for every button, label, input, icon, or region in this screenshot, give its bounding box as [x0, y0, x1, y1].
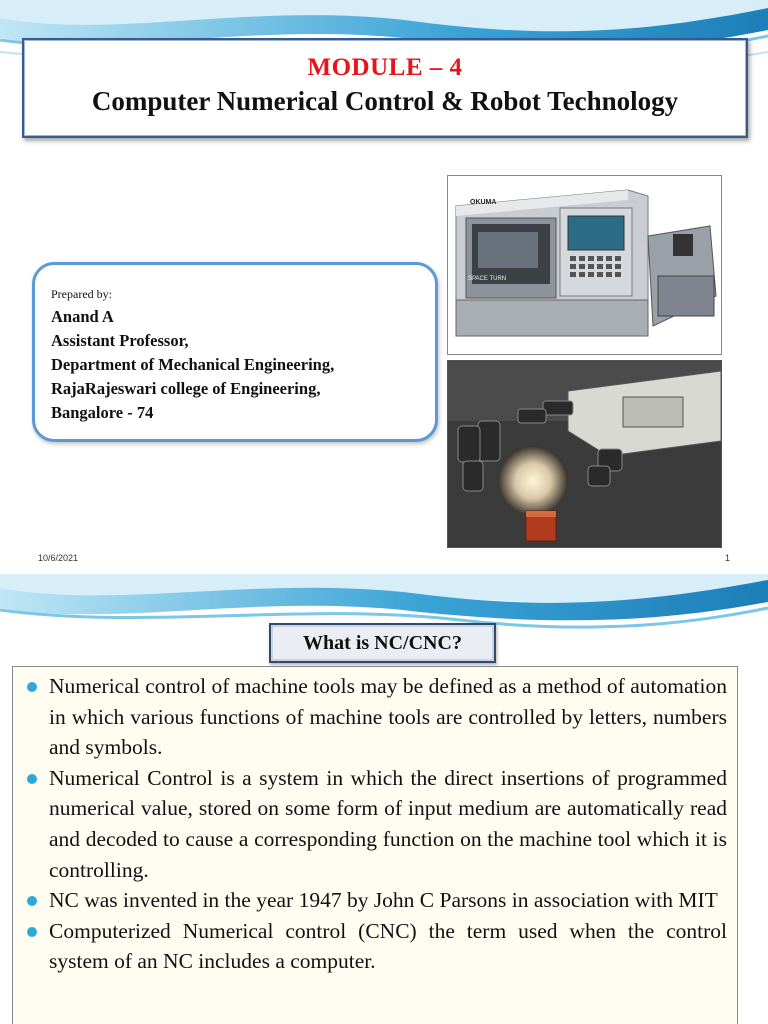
bullet-icon [27, 682, 37, 692]
title-box [22, 38, 748, 138]
machine-brand-text: OKUMA [470, 199, 497, 206]
slide-date: 10/6/2021 [38, 553, 79, 563]
bullet-text: NC was invented in the year 1947 by John C Parsons in association with MIT [49, 888, 718, 913]
module-subtitle: Computer Numerical Control & Robot Technology [91, 86, 679, 116]
list-item [23, 671, 727, 763]
author-college: RajaRajeswari college of Engineering, [51, 379, 321, 398]
author-department: Department of Mechanical Engineering, [51, 355, 335, 374]
bullet-list [23, 671, 727, 977]
module-title: MODULE – 4 [307, 54, 463, 81]
bullet-icon [27, 774, 37, 784]
slide-heading: What is NC/CNC? [269, 623, 496, 663]
content-box [12, 666, 738, 1024]
cnc-machine-image [447, 175, 722, 355]
bullet-text: Computerized Numerical control (CNC) the term used when the control system of an NC includes a computer. [49, 918, 727, 974]
bullet-text: Numerical control of machine tools may be defined as a method of automation in which various functions of machine tools are controlled by letters, numbers and symbols. [49, 674, 727, 760]
list-item [23, 763, 727, 885]
author-name: Anand A [51, 307, 114, 326]
author-details [51, 305, 334, 425]
prepared-by-box [32, 262, 438, 442]
bullet-icon [27, 896, 37, 906]
list-item [23, 885, 727, 916]
bullet-icon [27, 927, 37, 937]
author-city: Bangalore - 74 [51, 403, 154, 422]
prepared-by-label: Prepared by: [51, 287, 112, 301]
robot-hand-image [447, 360, 722, 548]
author-designation: Assistant Professor, [51, 331, 189, 350]
slide-number: 1 [724, 553, 730, 563]
bullet-text: Numerical Control is a system in which the direct insertions of programmed numerical value, stored on some form of input medium are automatically read and decoded to cause a corresponding function on the machine tool which it is controlling. [49, 765, 727, 882]
slide-2 [0, 574, 768, 1024]
machine-model-text: SPACE TURN [468, 276, 507, 282]
list-item [23, 916, 727, 977]
